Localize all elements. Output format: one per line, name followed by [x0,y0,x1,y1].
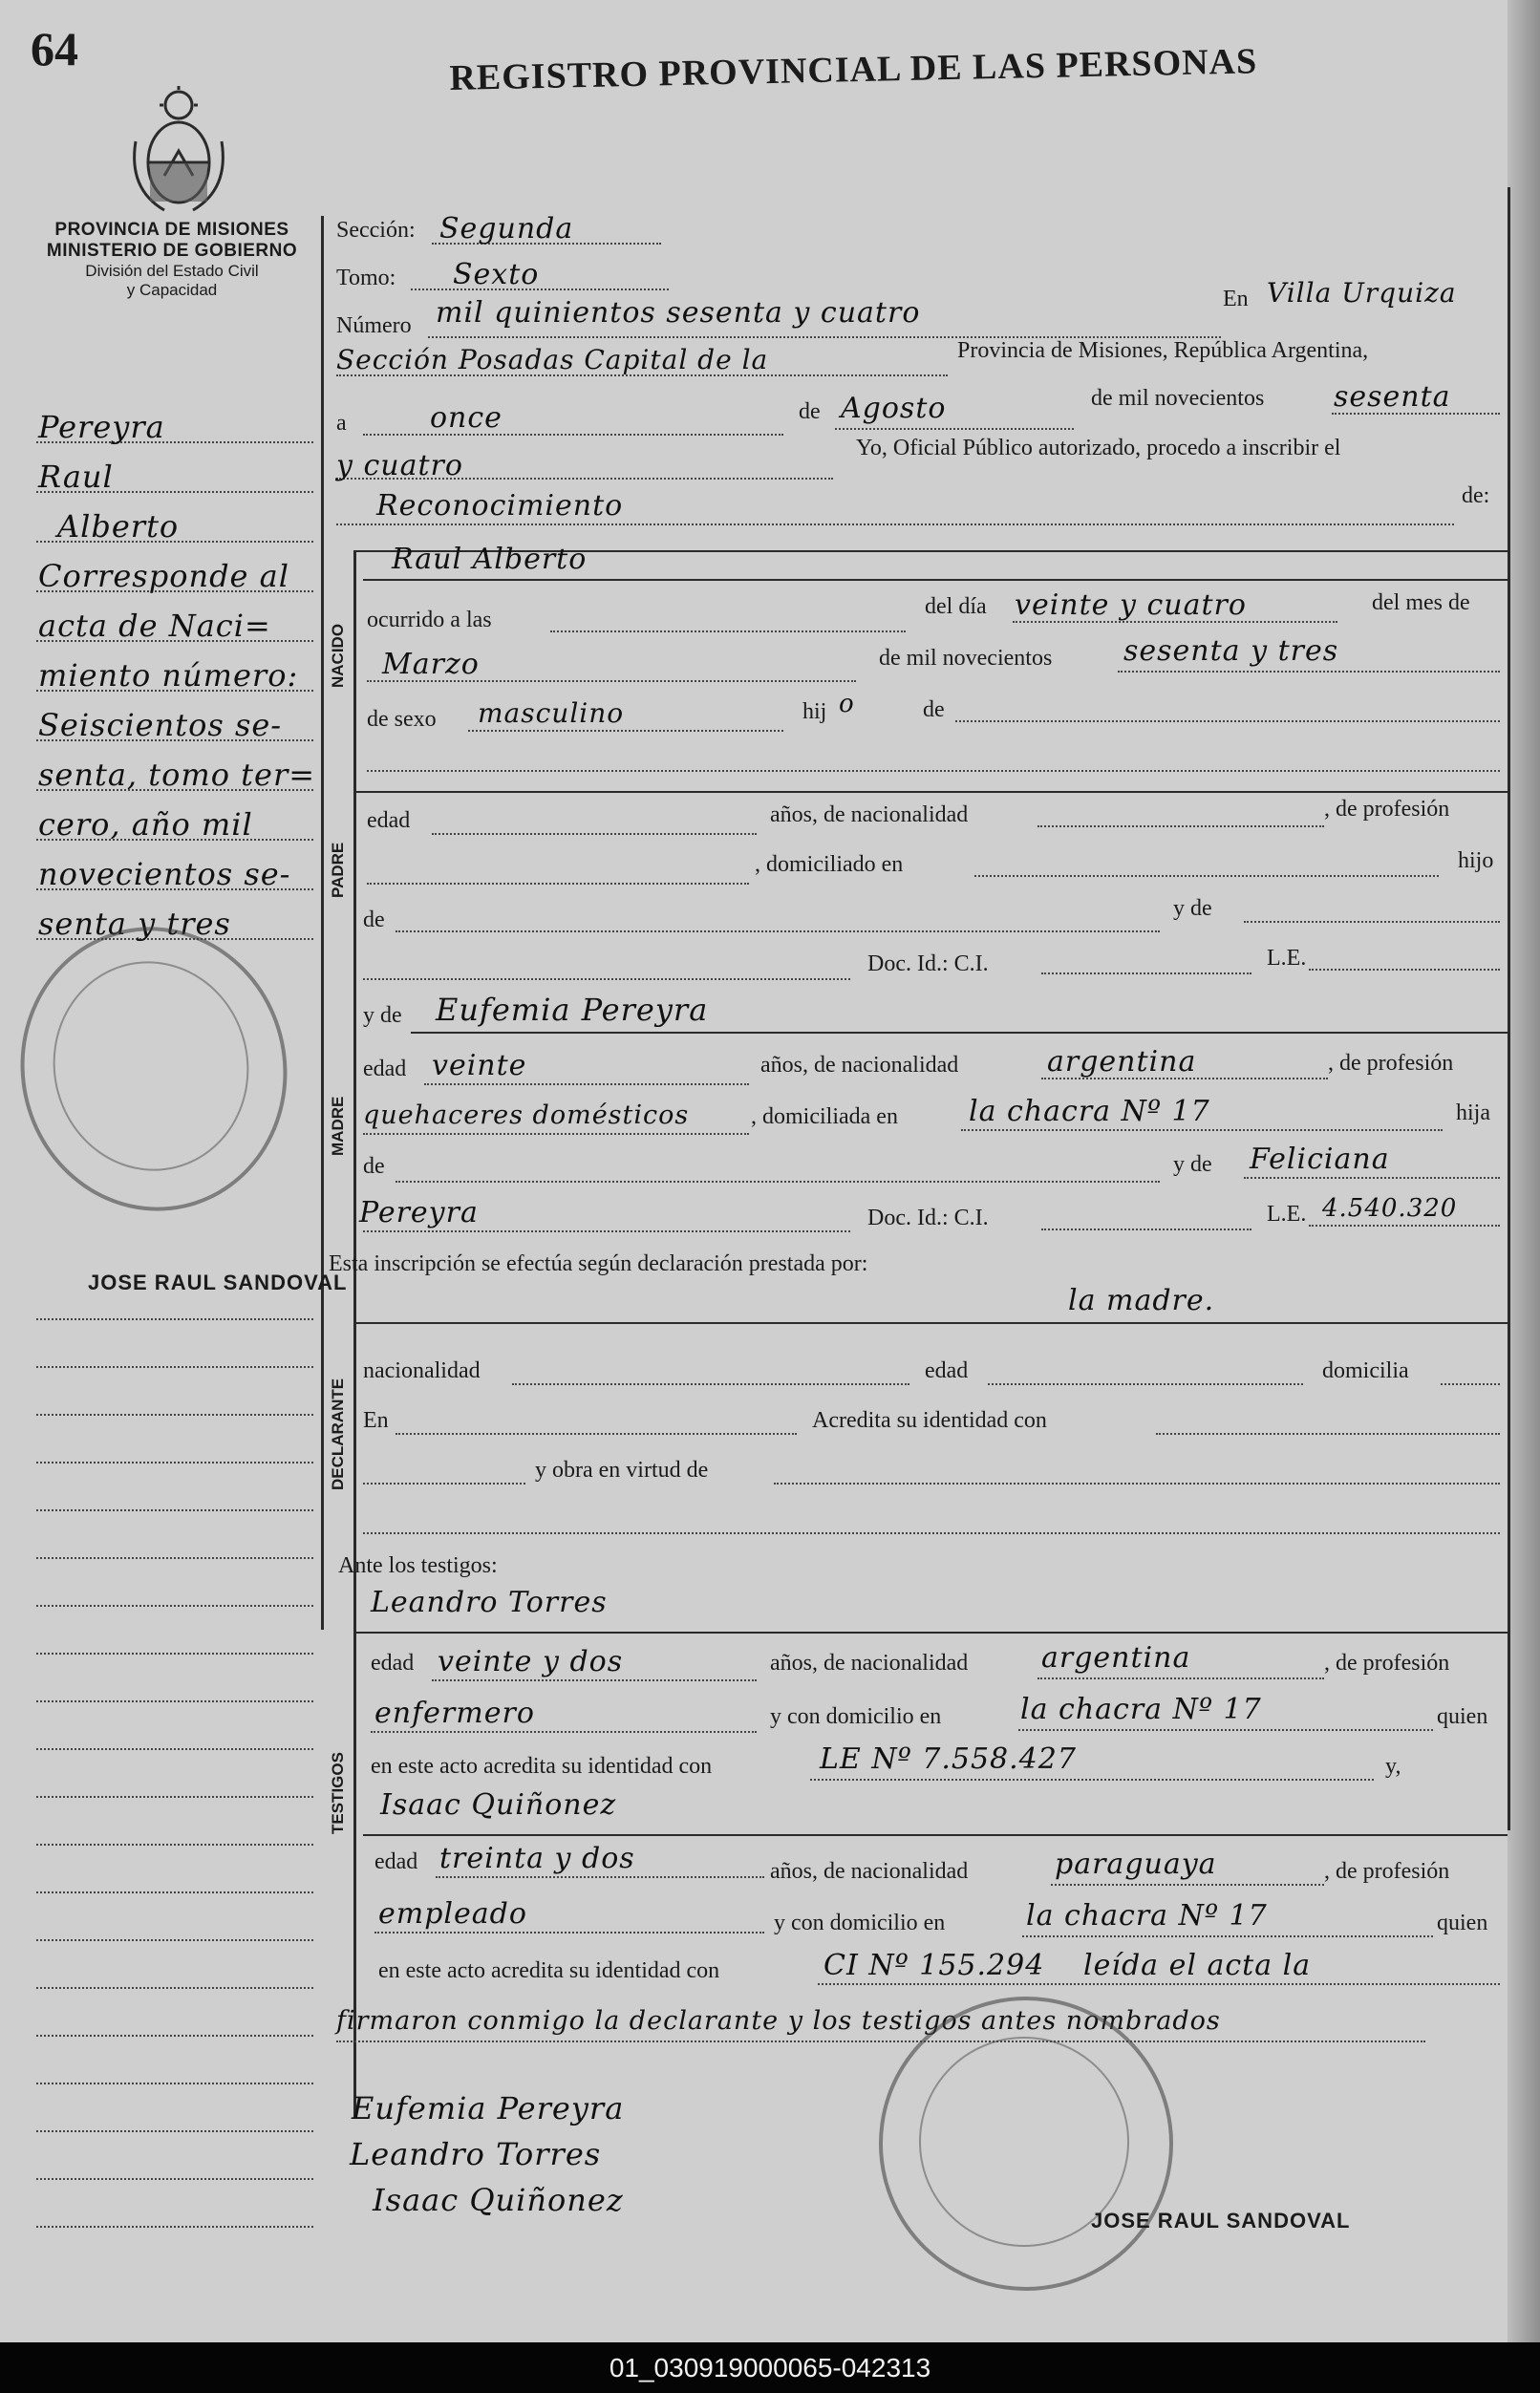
label-domiciliado-padre: , domiciliado en [755,852,904,877]
value-numero: mil quinientos sesenta y cuatro [436,296,921,330]
line-obra-pre [363,1483,525,1485]
value-t1-doc: LE Nº 7.558.427 [820,1742,1077,1776]
line-ci-padre [1041,972,1251,974]
value-cierre: firmaron conmigo la declarante y los testigos antes nombrados [336,2006,1221,2036]
value-t2-profesion: empleado [378,1897,527,1931]
label-en-declarante: En [363,1408,389,1433]
value-t1-edad: veinte y dos [438,1645,624,1678]
label-de-mil-novecientos-nac: de mil novecientos [879,646,1053,671]
label-nacionalidad-declarante: nacionalidad [363,1358,481,1383]
line-acredita-declarante [1156,1433,1500,1435]
margin-note: Corresponde al [38,558,289,594]
line-doc-t1 [810,1779,1374,1781]
margin-note: miento número: [38,657,299,694]
line-nacionalidad-t1 [1037,1677,1324,1679]
line-padre-de [396,930,1160,932]
value-madre-domicilio: la chacra Nº 17 [969,1095,1210,1128]
line-hora [550,630,906,632]
signature-testigo1: Leandro Torres [350,2136,602,2172]
line-nacionalidad-t2 [1051,1884,1324,1886]
value-anio2: y cuatro [336,449,463,482]
line-declarante-extra [363,1532,1500,1534]
label-numero: Número [336,313,412,338]
line-profesion-t2 [374,1932,764,1934]
line-domicilio-t2 [1022,1935,1433,1937]
label-nacionalidad-madre: años, de nacionalidad [760,1053,959,1078]
label-nacionalidad-t2: años, de nacionalidad [770,1859,969,1884]
value-tomo: Sexto [453,258,540,291]
line-testigo2 [363,1834,1508,1836]
label-acredita-declarante: Acredita su identidad con [812,1408,1047,1433]
line-edad-madre [424,1083,749,1085]
value-hijo-suffix: o [839,690,855,718]
right-border [1508,187,1510,1830]
line-obra-declarante [774,1483,1500,1485]
label-a: a [336,411,347,436]
line-domicilio-t1 [1018,1729,1433,1731]
label-de-colon: de: [1462,483,1490,508]
value-mes: Agosto [841,392,947,425]
label-hijo: hij [802,699,827,724]
label-profesion-t1: , de profesión [1324,1651,1450,1676]
margin-note: Raul [38,459,114,495]
value-sexo: masculino [478,697,625,729]
margin-note: acta de Naci= [38,608,271,644]
page-number: 64 [31,22,78,75]
value-testigo2: Isaac Quiñonez [380,1788,617,1822]
label-en: En [1223,287,1249,311]
line-le-madre [1309,1225,1500,1227]
value-t2-domicilio: la chacra Nº 17 [1026,1899,1268,1933]
value-madre-nombre: Eufemia Pereyra [436,992,709,1028]
ministry-name: MINISTERIO DE GOBIERNO [46,241,298,261]
label-de-padres: de [923,697,945,722]
line-edad-t2 [436,1876,764,1878]
value-lugar1: Villa Urquiza [1267,277,1457,309]
line-domicilio-padre [974,875,1439,877]
official-name-stamp-left: JOSE RAUL SANDOVAL [88,1271,348,1294]
value-dia: once [430,401,503,435]
label-de-mil-novecientos: de mil novecientos [1091,386,1265,411]
label-y-t1: y, [1385,1754,1401,1779]
label-de: de [799,399,821,424]
line-edad-padre [432,833,757,835]
label-acredita-t1: en este acto acredita su identidad con [371,1754,713,1779]
label-doc-padre: Doc. Id.: C.I. [867,951,989,976]
signature-testigo2: Isaac Quiñonez [373,2182,624,2218]
line-madre-apellido [363,1230,850,1232]
page-edge-shadow [1508,0,1540,2342]
label-quien-t2: quien [1437,1911,1488,1935]
left-header [29,220,315,300]
value-madre-apellido: Pereyra [359,1196,479,1229]
line-mes [835,428,1074,430]
margin-note: Seiscientos se- [38,707,283,743]
label-le-madre: L.E. [1267,1202,1307,1227]
line-padres [955,720,1500,722]
label-del-dia: del día [925,594,987,619]
value-mes-nac: Marzo [382,648,480,681]
value-t1-profesion: enfermero [374,1697,535,1730]
value-lugar2: Sección Posadas Capital de la [336,344,769,375]
line-profesion-t1 [371,1731,757,1733]
label-nacionalidad-padre: años, de nacionalidad [770,802,969,827]
official-name-stamp-right: JOSE RAUL SANDOVAL [1091,2209,1351,2233]
label-del-mes-de: del mes de [1372,590,1470,615]
label-de-padre: de [363,908,385,932]
value-seccion: Segunda [439,212,574,246]
label-yo-oficial: Yo, Oficial Público autorizado, procedo a inscribir el [856,436,1341,460]
margin-note: senta y tres [38,906,231,942]
value-madre-le: 4.540.320 [1322,1194,1458,1223]
label-domiciliada-madre: , domiciliada en [751,1104,898,1129]
line-nombre [363,579,1508,581]
value-leida: leída el acta la [1083,1949,1312,1982]
line-madre-de [396,1181,1160,1183]
margin-rule [321,216,324,1630]
line-edad-t1 [432,1679,757,1681]
label-edad-t1: edad [371,1651,415,1676]
line-padre-apellido [363,978,850,980]
margin-note: senta, tomo ter= [38,757,316,793]
margin-note: novecientos se- [38,856,291,892]
footer-filename: 01_030919000065-042313 [0,2342,1540,2393]
value-t2-nacionalidad: paraguaya [1055,1848,1217,1881]
label-doc-madre: Doc. Id.: C.I. [867,1206,989,1230]
label-le-padre: L.E. [1267,946,1307,971]
value-nombre: Raul Alberto [392,543,588,576]
line-le-padre [1309,969,1500,971]
line-domicilia-declarante [1441,1383,1500,1385]
line-cierre [336,2040,1425,2042]
label-profesion-madre: , de profesión [1328,1051,1454,1076]
value-madre-edad: veinte [432,1049,527,1082]
side-label-testigos: TESTIGOS [329,1752,347,1834]
line-padre-y-de [1244,921,1500,923]
margin-note: Alberto [57,508,180,545]
coat-of-arms-icon [126,84,231,218]
label-seccion: Sección: [336,218,416,243]
label-obra-declarante: y obra en virtud de [535,1458,709,1483]
label-y-de-madre-2: y de [1173,1152,1212,1177]
line-tipo [336,523,1454,525]
label-domicilio-t1: y con domicilio en [770,1704,942,1729]
label-profesion-t2: , de profesión [1324,1859,1450,1884]
value-madre-madre: Feliciana [1250,1143,1390,1176]
label-ante-testigos: Ante los testigos: [338,1553,498,1578]
label-ocurrido: ocurrido a las [367,608,492,632]
section-rule [353,552,356,2119]
value-t2-edad: treinta y dos [439,1842,635,1875]
line-nacionalidad-padre [1037,825,1324,827]
label-hijo-padre: hijo [1458,848,1494,873]
label-quien-t1: quien [1437,1704,1488,1729]
side-label-madre: MADRE [329,1096,347,1156]
line-profesion-madre [363,1133,749,1135]
line-dia [363,434,783,436]
label-de-madre: de [363,1154,385,1179]
signature-madre: Eufemia Pereyra [352,2090,625,2126]
line-domicilio-madre [961,1129,1443,1131]
division-name: División del Estado Civil [85,262,259,280]
value-tipo: Reconocimiento [376,489,624,523]
line-nacionalidad-declarante [512,1383,909,1385]
line-ci-madre [1041,1229,1251,1230]
value-t2-doc: CI Nº 155.294 [823,1949,1045,1982]
label-acredita-t2: en este acto acredita su identidad con [378,1958,720,1983]
label-sexo: de sexo [367,707,437,732]
label-edad-madre: edad [363,1057,407,1081]
label-edad-declarante: edad [925,1358,969,1383]
side-label-nacido: NACIDO [329,623,347,688]
line-tomo [411,288,669,290]
margin-note: cero, año mil [38,806,253,843]
line-madre-nombre [411,1032,1508,1034]
division-name-2: y Capacidad [126,281,218,299]
side-label-padre: PADRE [329,842,347,898]
label-nacionalidad-t1: años, de nacionalidad [770,1651,969,1676]
value-madre-nacionalidad: argentina [1047,1045,1197,1079]
label-hija-madre: hija [1456,1100,1490,1125]
label-y-de-padre: y de [1173,896,1212,921]
line-anio-nac [1118,671,1500,673]
label-provincia: Provincia de Misiones, República Argentina, [957,338,1369,363]
line-madre-y-de [1244,1177,1500,1179]
section-line-declarante [353,1322,1508,1324]
section-line-padre [353,791,1508,793]
value-madre-profesion: quehaceres domésticos [363,1100,690,1130]
label-inscripcion: Esta inscripción se efectúa según declaración prestada por: [329,1251,868,1276]
label-domicilio-t2: y con domicilio en [774,1911,946,1935]
side-label-declarante: DECLARANTE [329,1378,347,1490]
value-t1-domicilio: la chacra Nº 17 [1020,1693,1262,1726]
label-tomo: Tomo: [336,266,396,290]
line-doc-t2 [818,1983,1500,1985]
value-testigo1: Leandro Torres [371,1586,608,1619]
label-edad-t2: edad [374,1849,418,1874]
label-edad-padre: edad [367,808,411,833]
section-line-testigos [353,1632,1508,1634]
value-anio-nac: sesenta y tres [1123,634,1339,668]
label-profesion-padre: , de profesión [1324,797,1450,822]
margin-note: Pereyra [38,409,165,445]
line-profesion-padre [367,883,749,885]
province-name: PROVINCIA DE MISIONES [54,220,289,240]
value-t1-nacionalidad: argentina [1041,1641,1191,1675]
line-en-declarante [396,1433,797,1435]
line-padres-2 [367,770,1500,772]
value-anio1: sesenta [1334,380,1451,414]
line-edad-declarante [988,1383,1303,1385]
label-domicilia-declarante: domicilia [1322,1358,1409,1383]
value-declarante: la madre. [1068,1284,1215,1317]
line-sexo [468,730,783,732]
label-y-de-madre: y de [363,1003,402,1028]
value-dia-nac: veinte y cuatro [1015,588,1247,622]
page-title: REGISTRO PROVINCIAL DE LAS PERSONAS [449,41,1258,98]
